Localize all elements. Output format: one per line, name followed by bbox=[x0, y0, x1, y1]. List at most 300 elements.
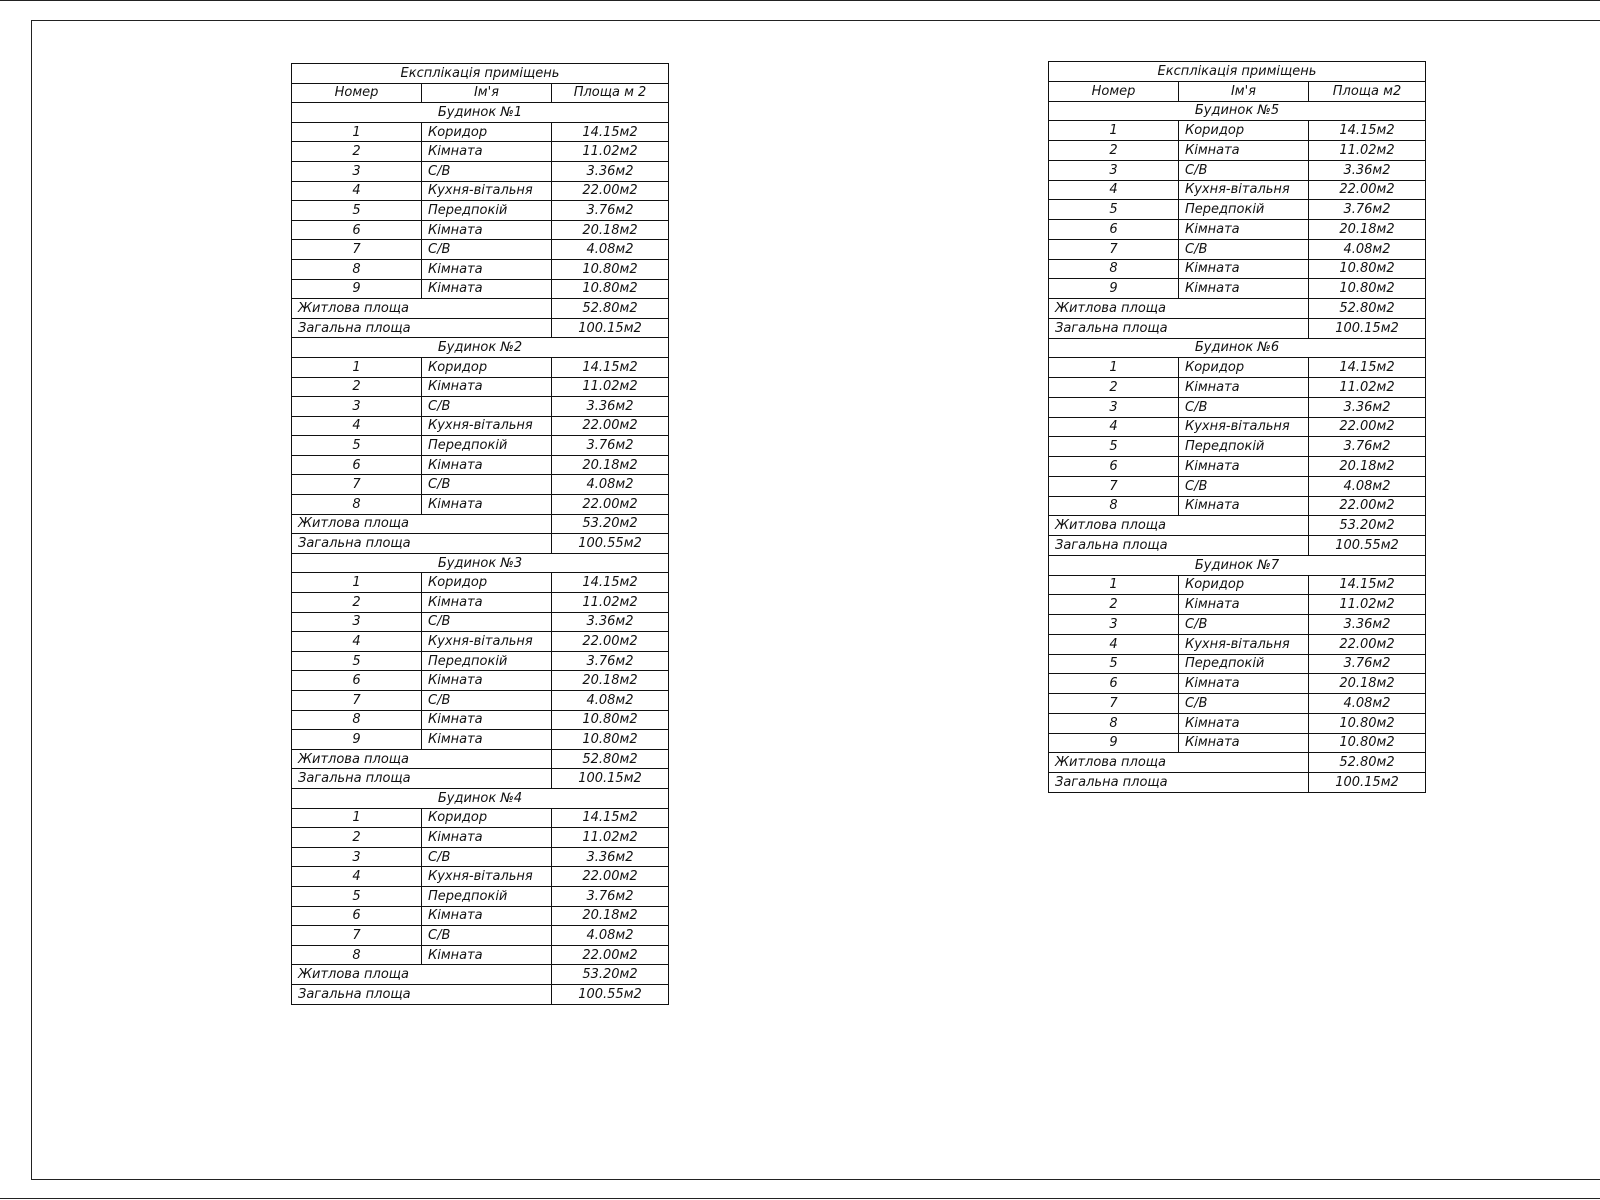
building-name: Будинок №4 bbox=[292, 788, 669, 808]
table-row bbox=[1049, 220, 1426, 240]
room-number: 2 bbox=[292, 593, 422, 613]
living-area-value: 53.20м2 bbox=[552, 514, 669, 534]
room-number: 4 bbox=[292, 867, 422, 887]
room-number: 5 bbox=[292, 651, 422, 671]
room-area: 22.00м2 bbox=[1309, 634, 1426, 654]
room-name: Коридор bbox=[1179, 358, 1309, 378]
table-row bbox=[292, 886, 669, 906]
room-area: 10.80м2 bbox=[1309, 279, 1426, 299]
room-name: Кімната bbox=[1179, 674, 1309, 694]
room-number: 8 bbox=[292, 710, 422, 730]
table-row bbox=[1049, 200, 1426, 220]
total-area-row bbox=[292, 984, 669, 1004]
building-name: Будинок №6 bbox=[1049, 338, 1426, 358]
room-name: Кімната bbox=[422, 593, 552, 613]
room-area: 3.36м2 bbox=[552, 161, 669, 181]
total-area-label: Загальна площа bbox=[292, 769, 552, 789]
room-number: 4 bbox=[1049, 417, 1179, 437]
room-number: 3 bbox=[1049, 160, 1179, 180]
room-name: Передпокій bbox=[422, 651, 552, 671]
living-area-label: Житлова площа bbox=[292, 749, 552, 769]
living-area-label: Житлова площа bbox=[292, 514, 552, 534]
table-header-row bbox=[1049, 81, 1426, 101]
table-row bbox=[292, 397, 669, 417]
room-name: Кімната bbox=[422, 906, 552, 926]
room-name: С/В bbox=[422, 240, 552, 260]
room-area: 3.36м2 bbox=[1309, 397, 1426, 417]
total-area-label: Загальна площа bbox=[1049, 318, 1309, 338]
room-name: Передпокій bbox=[422, 886, 552, 906]
room-number: 3 bbox=[292, 397, 422, 417]
room-name: Передпокій bbox=[1179, 437, 1309, 457]
room-number: 1 bbox=[292, 808, 422, 828]
room-number: 4 bbox=[1049, 180, 1179, 200]
room-name: С/В bbox=[1179, 694, 1309, 714]
room-number: 2 bbox=[292, 142, 422, 162]
room-schedule-table-right bbox=[1048, 61, 1426, 793]
room-number: 4 bbox=[292, 416, 422, 436]
room-name: Кімната bbox=[422, 671, 552, 691]
room-name: Кімната bbox=[1179, 141, 1309, 161]
table-row bbox=[1049, 476, 1426, 496]
room-number: 5 bbox=[1049, 654, 1179, 674]
room-number: 2 bbox=[292, 377, 422, 397]
living-area-row bbox=[1049, 753, 1426, 773]
room-number: 8 bbox=[1049, 259, 1179, 279]
total-area-row bbox=[1049, 773, 1426, 793]
room-name: С/В bbox=[422, 161, 552, 181]
room-area: 11.02м2 bbox=[552, 593, 669, 613]
room-area: 20.18м2 bbox=[552, 671, 669, 691]
table-row bbox=[1049, 279, 1426, 299]
room-area: 3.76м2 bbox=[552, 201, 669, 221]
room-area: 10.80м2 bbox=[1309, 733, 1426, 753]
room-number: 6 bbox=[292, 906, 422, 926]
room-area: 4.08м2 bbox=[1309, 694, 1426, 714]
room-area: 3.36м2 bbox=[552, 612, 669, 632]
building-header-row bbox=[292, 788, 669, 808]
room-number: 6 bbox=[292, 220, 422, 240]
header-area: Площа м2 bbox=[1309, 81, 1426, 101]
room-area: 14.15м2 bbox=[552, 808, 669, 828]
room-area: 3.76м2 bbox=[552, 436, 669, 456]
room-name: Кімната bbox=[422, 495, 552, 515]
total-area-label: Загальна площа bbox=[1049, 773, 1309, 793]
table-row bbox=[292, 671, 669, 691]
room-area: 3.76м2 bbox=[552, 651, 669, 671]
room-number: 6 bbox=[292, 671, 422, 691]
room-area: 10.80м2 bbox=[552, 730, 669, 750]
table-row bbox=[292, 201, 669, 221]
table-row bbox=[292, 279, 669, 299]
room-name: Кімната bbox=[1179, 220, 1309, 240]
table-row bbox=[292, 847, 669, 867]
table-title-row bbox=[1049, 62, 1426, 82]
room-name: Кухня-вітальня bbox=[1179, 417, 1309, 437]
room-number: 4 bbox=[292, 181, 422, 201]
table-row bbox=[1049, 358, 1426, 378]
table-row bbox=[292, 867, 669, 887]
room-name: Кімната bbox=[1179, 733, 1309, 753]
total-area-row bbox=[1049, 536, 1426, 556]
total-area-value: 100.15м2 bbox=[552, 318, 669, 338]
table-header-row bbox=[292, 83, 669, 103]
room-number: 7 bbox=[292, 926, 422, 946]
room-area: 22.00м2 bbox=[552, 495, 669, 515]
room-number: 5 bbox=[1049, 200, 1179, 220]
room-name: Кухня-вітальня bbox=[422, 632, 552, 652]
room-name: Кімната bbox=[1179, 378, 1309, 398]
table-row bbox=[292, 945, 669, 965]
room-name: Кімната bbox=[422, 828, 552, 848]
table-row bbox=[292, 436, 669, 456]
room-area: 11.02м2 bbox=[552, 142, 669, 162]
living-area-value: 53.20м2 bbox=[1309, 516, 1426, 536]
room-area: 20.18м2 bbox=[552, 220, 669, 240]
living-area-value: 52.80м2 bbox=[552, 299, 669, 319]
table-row bbox=[292, 730, 669, 750]
total-area-row bbox=[292, 318, 669, 338]
room-name: С/В bbox=[1179, 615, 1309, 635]
building-name: Будинок №1 bbox=[292, 103, 669, 123]
room-name: Кімната bbox=[422, 730, 552, 750]
room-number: 2 bbox=[1049, 378, 1179, 398]
table-row bbox=[292, 906, 669, 926]
room-area: 10.80м2 bbox=[552, 259, 669, 279]
room-name: С/В bbox=[1179, 239, 1309, 259]
room-area: 3.76м2 bbox=[1309, 437, 1426, 457]
room-number: 6 bbox=[1049, 220, 1179, 240]
room-number: 1 bbox=[1049, 121, 1179, 141]
room-name: Кімната bbox=[422, 377, 552, 397]
room-area: 10.80м2 bbox=[1309, 259, 1426, 279]
total-area-value: 100.55м2 bbox=[552, 534, 669, 554]
header-area: Площа м 2 bbox=[552, 83, 669, 103]
room-name: Передпокій bbox=[1179, 654, 1309, 674]
room-area: 11.02м2 bbox=[552, 828, 669, 848]
living-area-row bbox=[1049, 299, 1426, 319]
room-area: 14.15м2 bbox=[552, 573, 669, 593]
room-area: 10.80м2 bbox=[552, 710, 669, 730]
room-number: 1 bbox=[292, 122, 422, 142]
room-name: С/В bbox=[1179, 476, 1309, 496]
room-area: 4.08м2 bbox=[552, 926, 669, 946]
room-name: Коридор bbox=[422, 122, 552, 142]
living-area-value: 52.80м2 bbox=[1309, 299, 1426, 319]
room-area: 10.80м2 bbox=[1309, 713, 1426, 733]
table-title: Експлікація приміщень bbox=[1049, 62, 1426, 82]
room-number: 8 bbox=[292, 945, 422, 965]
room-name: С/В bbox=[422, 691, 552, 711]
living-area-row bbox=[292, 299, 669, 319]
table-row bbox=[292, 259, 669, 279]
room-area: 3.36м2 bbox=[1309, 160, 1426, 180]
room-name: Кімната bbox=[1179, 259, 1309, 279]
living-area-label: Житлова площа bbox=[1049, 753, 1309, 773]
room-number: 2 bbox=[1049, 595, 1179, 615]
living-area-row bbox=[292, 514, 669, 534]
table-row bbox=[292, 220, 669, 240]
living-area-value: 53.20м2 bbox=[552, 965, 669, 985]
room-name: Кімната bbox=[422, 259, 552, 279]
total-area-value: 100.55м2 bbox=[1309, 536, 1426, 556]
room-number: 2 bbox=[292, 828, 422, 848]
living-area-label: Житлова площа bbox=[1049, 516, 1309, 536]
room-number: 3 bbox=[292, 612, 422, 632]
table-row bbox=[1049, 239, 1426, 259]
table-row bbox=[292, 377, 669, 397]
building-header-row bbox=[292, 103, 669, 123]
table-row bbox=[292, 161, 669, 181]
table-row bbox=[1049, 634, 1426, 654]
header-number: Номер bbox=[292, 83, 422, 103]
room-number: 5 bbox=[1049, 437, 1179, 457]
table-row bbox=[1049, 496, 1426, 516]
room-area: 22.00м2 bbox=[552, 945, 669, 965]
room-name: Кімната bbox=[1179, 595, 1309, 615]
building-name: Будинок №5 bbox=[1049, 101, 1426, 121]
header-name: Ім'я bbox=[422, 83, 552, 103]
room-name: Коридор bbox=[422, 357, 552, 377]
room-number: 9 bbox=[292, 730, 422, 750]
room-number: 3 bbox=[1049, 397, 1179, 417]
room-number: 6 bbox=[1049, 457, 1179, 477]
total-area-row bbox=[1049, 318, 1426, 338]
room-number: 4 bbox=[292, 632, 422, 652]
total-area-label: Загальна площа bbox=[1049, 536, 1309, 556]
table-row bbox=[292, 691, 669, 711]
table-title-row bbox=[292, 64, 669, 84]
room-area: 14.15м2 bbox=[552, 122, 669, 142]
table-row bbox=[1049, 141, 1426, 161]
living-area-row bbox=[292, 749, 669, 769]
table-row bbox=[292, 593, 669, 613]
building-header-row bbox=[1049, 555, 1426, 575]
room-name: Кімната bbox=[422, 455, 552, 475]
header-name: Ім'я bbox=[1179, 81, 1309, 101]
room-number: 9 bbox=[1049, 733, 1179, 753]
room-area: 3.76м2 bbox=[552, 886, 669, 906]
room-number: 8 bbox=[292, 495, 422, 515]
room-number: 7 bbox=[292, 240, 422, 260]
room-number: 8 bbox=[1049, 496, 1179, 516]
living-area-row bbox=[292, 965, 669, 985]
room-area: 20.18м2 bbox=[1309, 220, 1426, 240]
room-name: Коридор bbox=[422, 573, 552, 593]
room-number: 7 bbox=[292, 691, 422, 711]
living-area-label: Житлова площа bbox=[1049, 299, 1309, 319]
room-area: 3.36м2 bbox=[1309, 615, 1426, 635]
room-number: 3 bbox=[292, 161, 422, 181]
room-name: С/В bbox=[422, 612, 552, 632]
table-row bbox=[1049, 733, 1426, 753]
table-row bbox=[1049, 674, 1426, 694]
room-name: Кухня-вітальня bbox=[1179, 180, 1309, 200]
table-row bbox=[1049, 437, 1426, 457]
room-number: 7 bbox=[1049, 694, 1179, 714]
room-area: 20.18м2 bbox=[552, 906, 669, 926]
table-row bbox=[1049, 378, 1426, 398]
room-area: 22.00м2 bbox=[1309, 180, 1426, 200]
room-area: 3.36м2 bbox=[552, 847, 669, 867]
table-row bbox=[1049, 457, 1426, 477]
room-area: 20.18м2 bbox=[1309, 457, 1426, 477]
room-name: С/В bbox=[422, 847, 552, 867]
table-row bbox=[1049, 397, 1426, 417]
room-number: 5 bbox=[292, 436, 422, 456]
room-area: 4.08м2 bbox=[552, 240, 669, 260]
room-name: С/В bbox=[422, 397, 552, 417]
table-row bbox=[292, 122, 669, 142]
room-name: Коридор bbox=[1179, 575, 1309, 595]
room-number: 1 bbox=[292, 357, 422, 377]
building-name: Будинок №2 bbox=[292, 338, 669, 358]
table-row bbox=[1049, 160, 1426, 180]
room-area: 4.08м2 bbox=[552, 691, 669, 711]
room-number: 5 bbox=[292, 201, 422, 221]
room-number: 7 bbox=[1049, 476, 1179, 496]
room-name: Кімната bbox=[1179, 279, 1309, 299]
room-area: 4.08м2 bbox=[1309, 239, 1426, 259]
table-row bbox=[292, 475, 669, 495]
room-area: 11.02м2 bbox=[552, 377, 669, 397]
total-area-label: Загальна площа bbox=[292, 984, 552, 1004]
room-name: С/В bbox=[422, 926, 552, 946]
room-name: С/В bbox=[422, 475, 552, 495]
sheet-top-line bbox=[0, 0, 1600, 1]
building-header-row bbox=[1049, 101, 1426, 121]
room-name: Кімната bbox=[422, 945, 552, 965]
room-name: Передпокій bbox=[422, 436, 552, 456]
room-number: 8 bbox=[292, 259, 422, 279]
room-area: 14.15м2 bbox=[552, 357, 669, 377]
living-area-row bbox=[1049, 516, 1426, 536]
table-row bbox=[292, 240, 669, 260]
room-name: Кімната bbox=[422, 710, 552, 730]
room-area: 3.76м2 bbox=[1309, 654, 1426, 674]
room-name: Кухня-вітальня bbox=[1179, 634, 1309, 654]
table-row bbox=[1049, 595, 1426, 615]
room-schedule-table-left bbox=[291, 63, 669, 1005]
room-area: 3.76м2 bbox=[1309, 200, 1426, 220]
room-number: 5 bbox=[292, 886, 422, 906]
room-number: 6 bbox=[292, 455, 422, 475]
living-area-value: 52.80м2 bbox=[552, 749, 669, 769]
room-area: 11.02м2 bbox=[1309, 595, 1426, 615]
room-area: 20.18м2 bbox=[552, 455, 669, 475]
table-row bbox=[292, 710, 669, 730]
room-name: Кімната bbox=[422, 220, 552, 240]
table-row bbox=[1049, 694, 1426, 714]
total-area-value: 100.15м2 bbox=[1309, 773, 1426, 793]
table-row bbox=[1049, 121, 1426, 141]
living-area-label: Житлова площа bbox=[292, 299, 552, 319]
room-number: 9 bbox=[1049, 279, 1179, 299]
table-row bbox=[1049, 654, 1426, 674]
table-row bbox=[292, 808, 669, 828]
room-area: 22.00м2 bbox=[552, 416, 669, 436]
room-area: 11.02м2 bbox=[1309, 378, 1426, 398]
room-area: 4.08м2 bbox=[1309, 476, 1426, 496]
room-number: 3 bbox=[1049, 615, 1179, 635]
table-title: Експлікація приміщень bbox=[292, 64, 669, 84]
room-area: 14.15м2 bbox=[1309, 358, 1426, 378]
sheet-bottom-line bbox=[0, 1198, 1600, 1199]
table-row bbox=[1049, 417, 1426, 437]
total-area-label: Загальна площа bbox=[292, 534, 552, 554]
room-name: Кімната bbox=[1179, 457, 1309, 477]
room-area: 22.00м2 bbox=[552, 632, 669, 652]
table-row bbox=[292, 416, 669, 436]
table-row bbox=[292, 828, 669, 848]
header-number: Номер bbox=[1049, 81, 1179, 101]
room-area: 22.00м2 bbox=[1309, 496, 1426, 516]
room-name: Кухня-вітальня bbox=[422, 181, 552, 201]
building-header-row bbox=[292, 553, 669, 573]
living-area-label: Житлова площа bbox=[292, 965, 552, 985]
table-row bbox=[1049, 713, 1426, 733]
room-number: 3 bbox=[292, 847, 422, 867]
total-area-value: 100.55м2 bbox=[552, 984, 669, 1004]
room-number: 7 bbox=[292, 475, 422, 495]
table-row bbox=[292, 495, 669, 515]
room-area: 14.15м2 bbox=[1309, 121, 1426, 141]
room-name: Кухня-вітальня bbox=[422, 416, 552, 436]
room-area: 22.00м2 bbox=[552, 181, 669, 201]
table-row bbox=[292, 357, 669, 377]
total-area-value: 100.15м2 bbox=[552, 769, 669, 789]
room-number: 6 bbox=[1049, 674, 1179, 694]
room-area: 22.00м2 bbox=[552, 867, 669, 887]
building-name: Будинок №3 bbox=[292, 553, 669, 573]
room-area: 4.08м2 bbox=[552, 475, 669, 495]
table-row bbox=[292, 142, 669, 162]
room-area: 11.02м2 bbox=[1309, 141, 1426, 161]
room-number: 2 bbox=[1049, 141, 1179, 161]
room-name: Коридор bbox=[1179, 121, 1309, 141]
room-area: 3.36м2 bbox=[552, 397, 669, 417]
room-name: Кухня-вітальня bbox=[422, 867, 552, 887]
room-name: С/В bbox=[1179, 160, 1309, 180]
room-name: С/В bbox=[1179, 397, 1309, 417]
table-row bbox=[1049, 575, 1426, 595]
room-name: Кімната bbox=[1179, 713, 1309, 733]
room-area: 22.00м2 bbox=[1309, 417, 1426, 437]
room-name: Кімната bbox=[422, 279, 552, 299]
room-number: 4 bbox=[1049, 634, 1179, 654]
room-name: Передпокій bbox=[422, 201, 552, 221]
room-number: 1 bbox=[292, 573, 422, 593]
room-area: 10.80м2 bbox=[552, 279, 669, 299]
total-area-label: Загальна площа bbox=[292, 318, 552, 338]
building-name: Будинок №7 bbox=[1049, 555, 1426, 575]
total-area-row bbox=[292, 534, 669, 554]
room-name: Кімната bbox=[422, 142, 552, 162]
room-number: 8 bbox=[1049, 713, 1179, 733]
table-row bbox=[292, 612, 669, 632]
table-row bbox=[1049, 180, 1426, 200]
room-number: 9 bbox=[292, 279, 422, 299]
table-row bbox=[292, 926, 669, 946]
living-area-value: 52.80м2 bbox=[1309, 753, 1426, 773]
room-number: 1 bbox=[1049, 358, 1179, 378]
room-name: Передпокій bbox=[1179, 200, 1309, 220]
table-row bbox=[292, 632, 669, 652]
room-area: 20.18м2 bbox=[1309, 674, 1426, 694]
table-row bbox=[1049, 615, 1426, 635]
building-header-row bbox=[292, 338, 669, 358]
room-name: Кімната bbox=[1179, 496, 1309, 516]
